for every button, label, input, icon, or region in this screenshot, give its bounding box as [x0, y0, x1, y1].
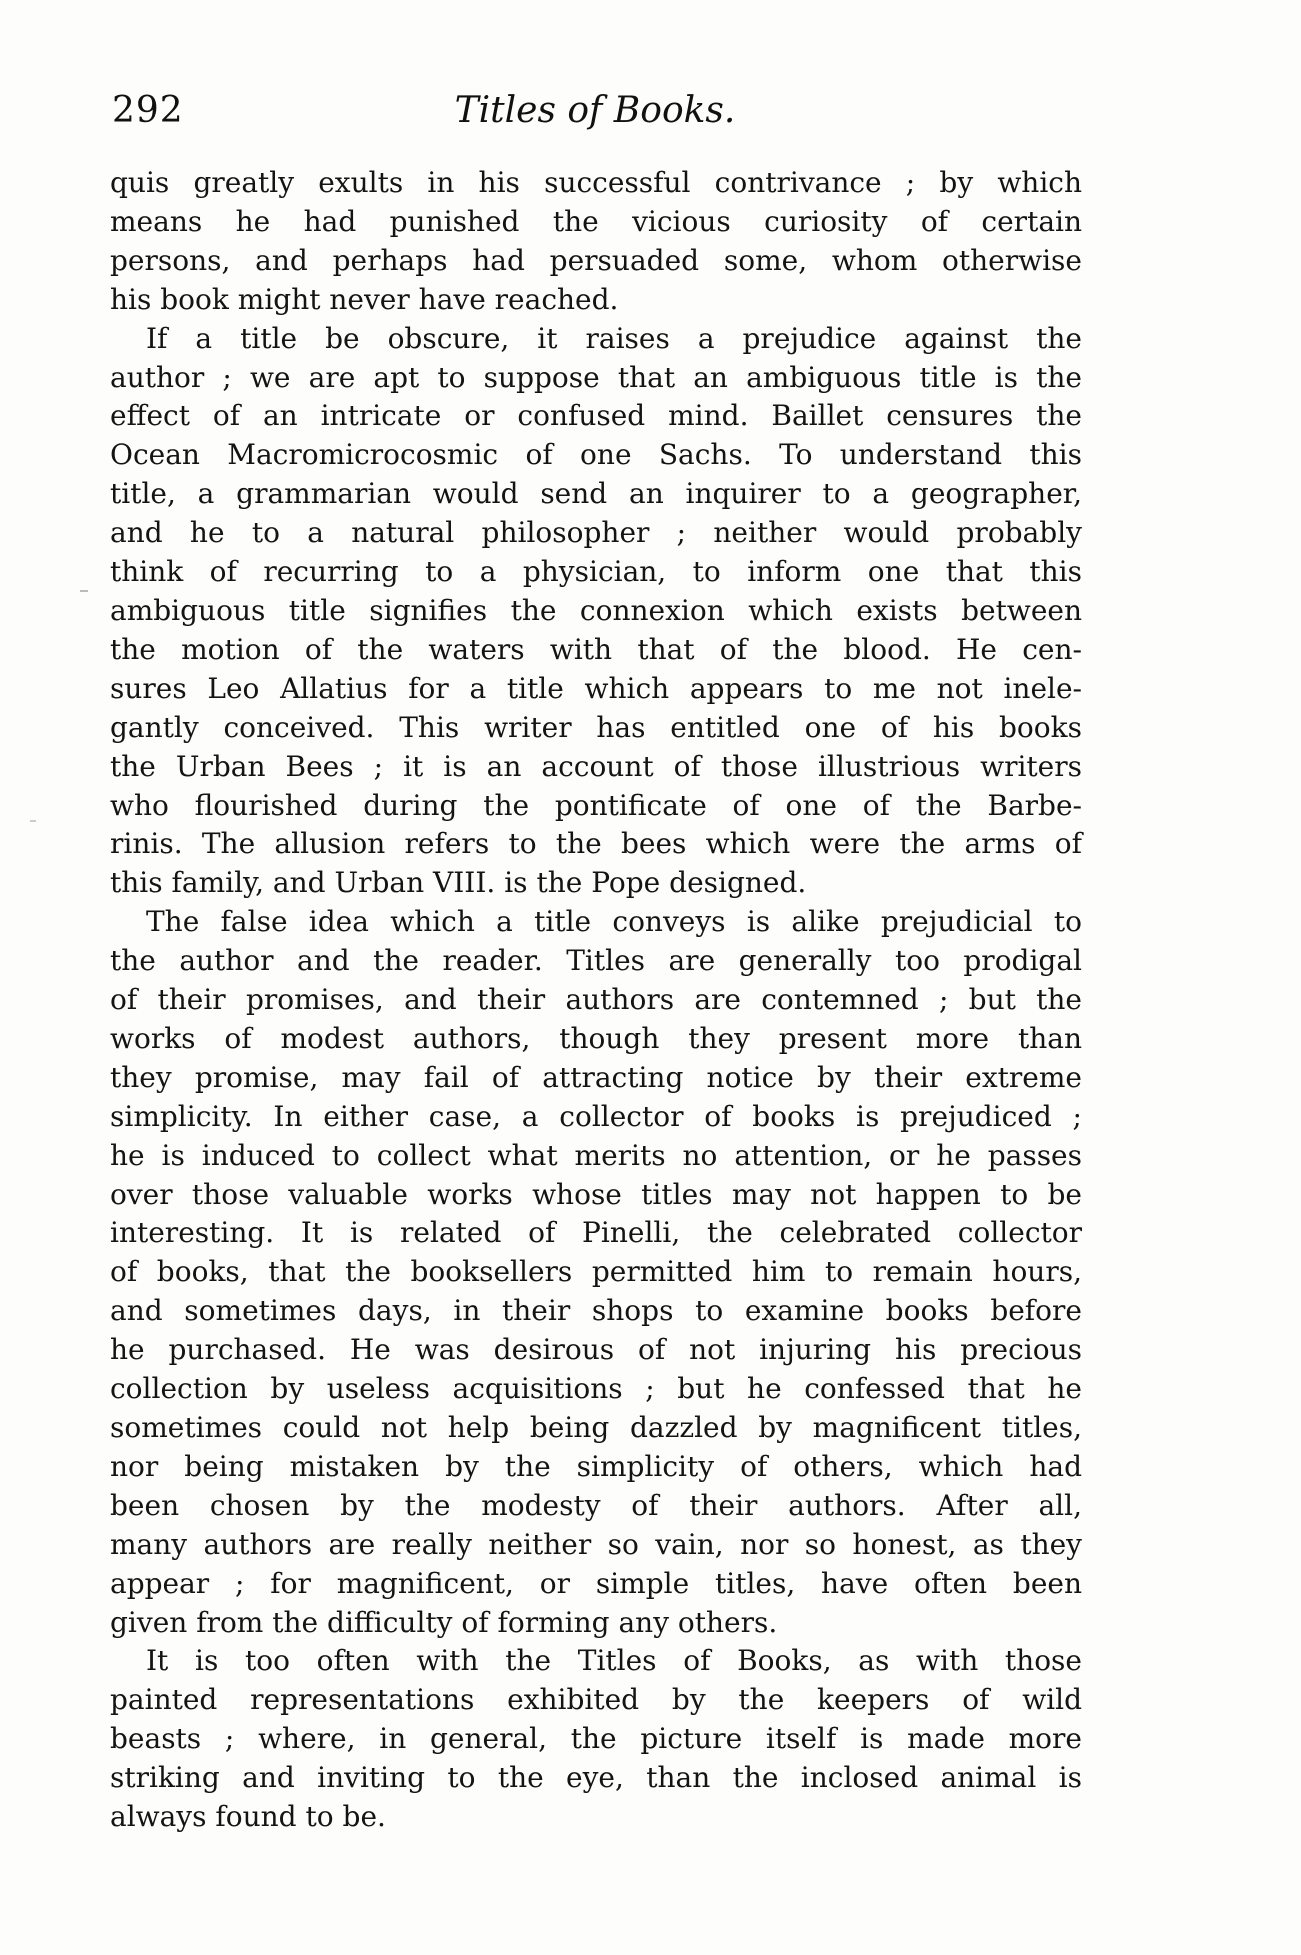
page-number: 292	[112, 90, 184, 131]
text-line: the author and the reader. Titles are generally too prodigal	[110, 944, 1082, 978]
text-line: interesting. It is related of Pinelli, the celebrated collector	[110, 1216, 1082, 1250]
text-line: this family, and Urban VIII. is the Pope designed.	[110, 866, 807, 900]
text-line: he purchased. He was desirous of not injuring his precious	[110, 1333, 1082, 1367]
text-line: title, a grammarian would send an inquirer to a geographer,	[110, 477, 1082, 511]
page-header	[112, 90, 1078, 146]
text-line: been chosen by the modesty of their authors. After all,	[110, 1488, 1082, 1522]
text-line: quis greatly exults in his successful contrivance ; by which	[110, 166, 1082, 199]
text-line: beasts ; where, in general, the picture itself is made more	[110, 1722, 1082, 1756]
text-line: persons, and perhaps had persuaded some, whom otherwise	[110, 243, 1082, 277]
text-line: of books, that the booksellers permitted him to remain hours,	[110, 1255, 1082, 1289]
text-line: striking and inviting to the eye, than the inclosed animal is	[110, 1761, 1082, 1795]
text-line: many authors are really neither so vain, nor so honest, as they	[110, 1527, 1082, 1561]
body-text	[110, 164, 1082, 1837]
text-line: they promise, may fail of attracting notice by their extreme	[110, 1060, 1082, 1094]
text-line: over those valuable works whose titles may not happen to be	[110, 1177, 1082, 1211]
text-line: gantly conceived. This writer has entitled one of his books	[110, 710, 1082, 744]
text-line: the Urban Bees ; it is an account of those illustrious writers	[110, 749, 1082, 783]
text-line: appear ; for magnificent, or simple titles, have often been	[110, 1566, 1082, 1600]
text-line: effect of an intricate or confused mind. Baillet censures the	[110, 399, 1082, 433]
text-line: means he had punished the vicious curiosity of certain	[110, 204, 1082, 238]
text-line: he is induced to collect what merits no attention, or he passes	[110, 1138, 1082, 1172]
text-line: sometimes could not help being dazzled by magnificent titles,	[110, 1411, 1082, 1444]
text-line: ambiguous title signifies the connexion which exists between	[110, 593, 1082, 627]
text-line: and sometimes days, in their shops to examine books before	[110, 1294, 1082, 1328]
text-line: collection by useless acquisitions ; but he confessed that he	[110, 1372, 1082, 1406]
text-line: sures Leo Allatius for a title which appears to me not inele-	[110, 671, 1082, 705]
text-line: given from the difficulty of forming any others.	[110, 1605, 778, 1639]
text-line: author ; we are apt to suppose that an ambiguous title is the	[110, 360, 1082, 394]
text-line: Ocean Macromicrocosmic of one Sachs. To understand this	[110, 438, 1082, 472]
text-line: painted representations exhibited by the keepers of wild	[110, 1683, 1082, 1717]
text-line: rinis. The allusion refers to the bees which were the arms of	[110, 827, 1082, 861]
text-line: works of modest authors, though they present more than	[110, 1021, 1082, 1055]
text-line: If a title be obscure, it raises a prejudice against the	[146, 321, 1082, 355]
text-line: and he to a natural philosopher ; neither would probably	[110, 516, 1082, 550]
text-line: simplicity. In either case, a collector of books is prejudiced ;	[110, 1099, 1082, 1133]
running-title: Titles of Books.	[454, 90, 736, 131]
text-line: always found to be.	[110, 1800, 386, 1834]
print-speck	[80, 590, 88, 592]
text-line: of their promises, and their authors are contemned ; but the	[110, 983, 1082, 1017]
text-line: his book might never have reached.	[110, 282, 619, 316]
print-speck	[30, 820, 36, 822]
text-line: The false idea which a title conveys is alike prejudicial to	[146, 905, 1082, 939]
text-line: the motion of the waters with that of the blood. He cen-	[110, 632, 1082, 666]
text-line: think of recurring to a physician, to inform one that this	[110, 555, 1082, 589]
text-line: who flourished during the pontificate of one of the Barbe-	[110, 788, 1082, 822]
text-line: nor being mistaken by the simplicity of others, which had	[110, 1449, 1082, 1483]
text-line: It is too often with the Titles of Books, as with those	[146, 1644, 1082, 1678]
